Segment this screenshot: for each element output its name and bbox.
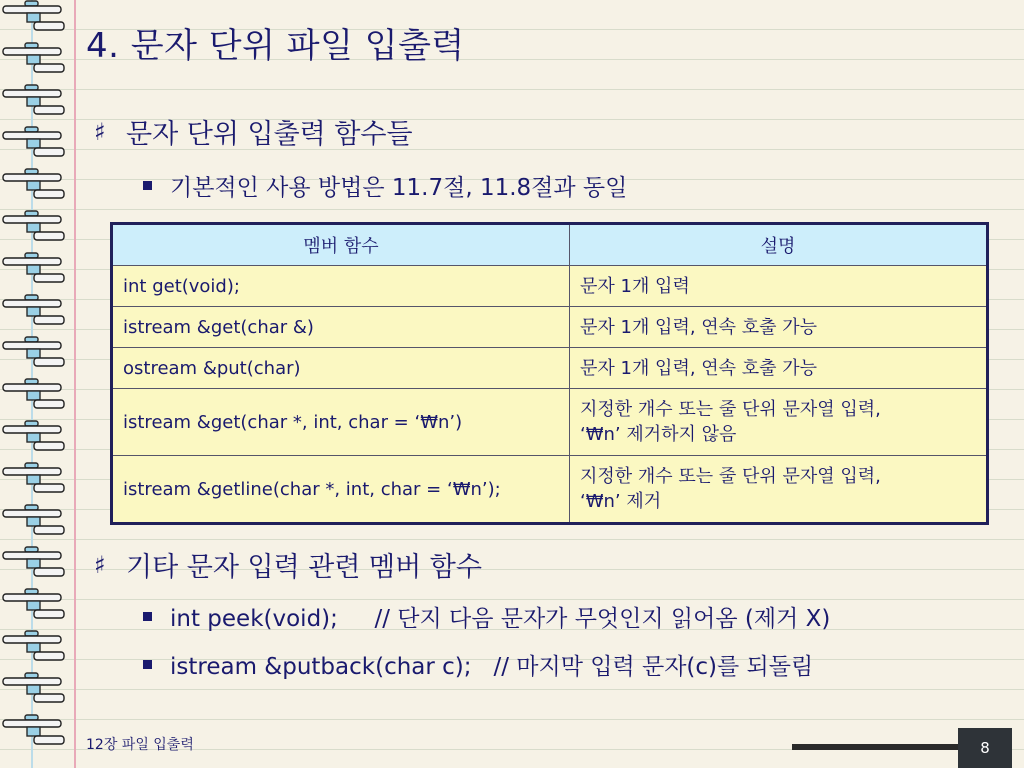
description-line: ‘₩n’ 제거: [580, 491, 662, 512]
description-cell: 문자 1개 입력, 연속 호출 가능: [570, 348, 988, 389]
bullet-item: [143, 169, 627, 202]
footer-divider: [792, 744, 958, 750]
member-function-cell: istream &get(char *, int, char = ‘₩n’): [112, 389, 570, 456]
bullet-item-text: 기본적인 사용 방법은 11.7절, 11.8절과 동일: [170, 175, 628, 201]
column-header-description: 설명: [570, 224, 988, 266]
bullet-item: [143, 648, 813, 681]
member-function-cell: istream &getline(char *, int, char = ‘₩n’);: [112, 456, 570, 524]
square-bullet-icon: [143, 660, 152, 669]
table-row: [112, 348, 988, 389]
description-line: 지정한 개수 또는 줄 단위 문자열 입력,: [580, 399, 881, 420]
spiral-binding-icon: [0, 0, 72, 768]
description-cell: 문자 1개 입력, 연속 호출 가능: [570, 307, 988, 348]
table-row: [112, 266, 988, 307]
member-function-cell: int get(void);: [112, 266, 570, 307]
bullet-item-text: istream &putback(char c); // 마지막 입력 문자(c)를 되돌림: [170, 654, 814, 680]
bullet-item-text: int peek(void); // 단지 다음 문자가 무엇인지 읽어옴 (제거 X): [170, 606, 831, 632]
description-cell: [570, 389, 988, 456]
square-bullet-icon: [143, 181, 152, 190]
description-line: ‘₩n’ 제거하지 않음: [580, 424, 737, 445]
member-function-table: [110, 222, 989, 525]
column-header-member: 멤버 함수: [112, 224, 570, 266]
footer-chapter-title: 12장 파일 입출력: [86, 737, 194, 753]
member-function-cell: ostream &put(char): [112, 348, 570, 389]
description-line: 지정한 개수 또는 줄 단위 문자열 입력,: [580, 466, 881, 487]
table-header-row: [112, 224, 988, 266]
square-bullet-icon: [143, 612, 152, 621]
table-row: [112, 456, 988, 524]
section-heading-2: [94, 545, 482, 584]
sharp-symbol-icon: ♯: [94, 117, 106, 146]
page-number: 8: [958, 728, 1012, 768]
member-function-cell: istream &get(char &): [112, 307, 570, 348]
description-cell: [570, 456, 988, 524]
section-heading-1: [94, 112, 413, 151]
sharp-symbol-icon: ♯: [94, 550, 106, 579]
table-row: [112, 307, 988, 348]
table-row: [112, 389, 988, 456]
bullet-item: [143, 600, 830, 633]
slide-title: 4. 문자 단위 파일 입출력: [86, 26, 465, 66]
section-heading-text: 문자 단위 입출력 함수들: [126, 119, 413, 150]
description-cell: 문자 1개 입력: [570, 266, 988, 307]
section-heading-text: 기타 문자 입력 관련 멤버 함수: [126, 552, 482, 583]
